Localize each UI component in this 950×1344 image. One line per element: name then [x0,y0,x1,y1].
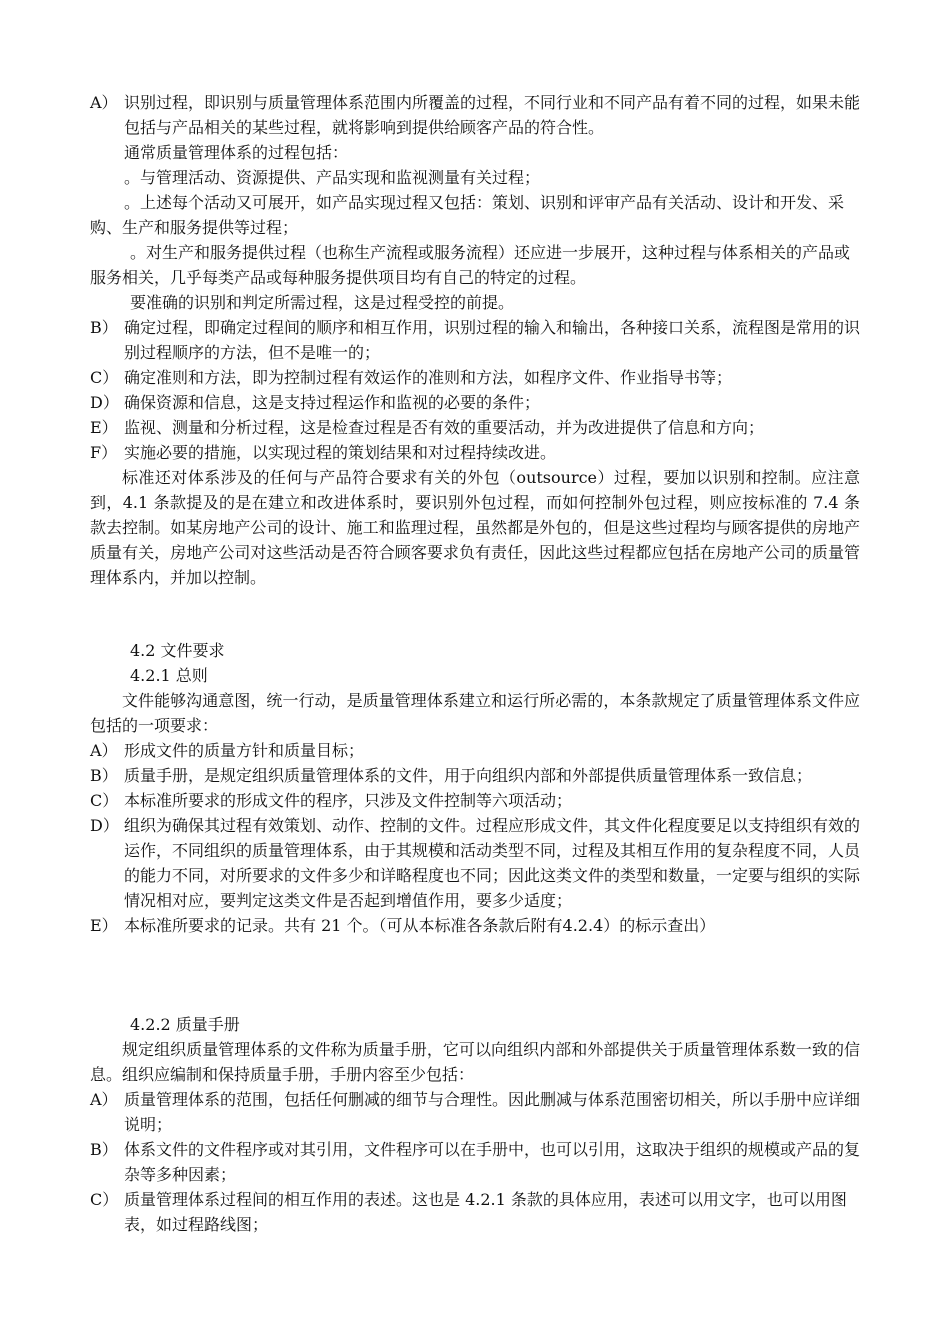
list-marker: C） [90,368,119,387]
list-text: 确保资源和信息，这是支持过程运作和监视的必要的条件； [124,393,541,412]
list-marker: C） [90,791,119,810]
list-text: 本标准所要求的形成文件的程序，只涉及文件控制等六项活动； [124,791,573,810]
list-marker: E） [90,916,118,935]
list-item-c [90,365,860,390]
process-bullet-1: 。与管理活动、资源提供、产品实现和监视测量有关过程； [124,168,541,187]
list-item-a [90,90,860,140]
section-intro: 文件能够沟通意图，统一行动，是质量管理体系建立和运行所必需的，本条款规定了质量管理体系文件应包括的一项要求： [90,691,860,735]
list-marker: B） [90,766,118,785]
list-marker: F） [90,443,118,462]
list-marker: A） [90,93,118,112]
section-heading: 4.2 文件要求 [130,641,225,660]
list-item-b [90,315,860,365]
list-text: 质量手册，是规定组织质量管理体系的文件，用于向组织内部和外部提供质量管理体系一致信息； [124,766,813,785]
list-text: 确定准则和方法，即为控制过程有效运作的准则和方法，如程序文件、作业指导书等； [124,368,733,387]
list-text: 确定过程，即确定过程间的顺序和相互作用，识别过程的输入和输出，各种接口关系，流程图是常用的识别过程顺序的方法，但不是唯一的； [124,318,861,362]
list-item-f [90,440,860,465]
outsource-paragraph: 标准还对体系涉及的任何与产品符合要求有关的外包（outsource）过程，要加以识别和控制。应注意到，4.1 条款提及的是在建立和改进体系时，要识别外包过程，而如何控制外包过程，则应按标准的 7.4 条款去控制。如某房地产公司的设计、施工和监理过程，虽然都是外包的，但是这些过程均与顾客提供的房地产质量有关，房地产公司对这些活动是否符合顾客要求负有责任，因此这些过程都应包括在房地产公司的质量管理体系内，并加以控制。 [90,468,860,587]
list-text: 本标准所要求的记录。共有 21 个。（可从本标准各条款后附有4.2.4）的标示查出） [124,916,716,935]
list-item-c [90,788,860,813]
list-item-d [90,813,860,913]
process-bullet-3: 。对生产和服务提供过程（也称生产流程或服务流程）还应进一步展开，这种过程与体系相关的产品或服务相关，几乎每类产品或每种服务提供项目均有自己的特定的过程。 [90,243,851,287]
list-item-b [90,1137,860,1187]
list-text: 质量管理体系过程间的相互作用的表述。这也是 4.2.1 条款的具体应用，表述可以用文字，也可以用图表，如过程路线图； [124,1190,847,1234]
list-marker: D） [90,393,119,412]
list-marker: A） [90,1090,118,1109]
subsection-heading: 4.2.2 质量手册 [130,1015,240,1034]
list-text: 识别过程，即识别与质量管理体系范围内所覆盖的过程，不同行业和不同产品有着不同的过程，如果未能包括与产品相关的某些过程，就将影响到提供给顾客产品的符合性。 [124,93,861,137]
list-text: 监视、测量和分析过程，这是检查过程是否有效的重要活动，并为改进提供了信息和方向； [124,418,765,437]
list-item-a [90,1087,860,1137]
process-note: 要准确的识别和判定所需过程，这是过程受控的前提。 [130,293,515,312]
list-marker: A） [90,741,118,760]
list-text: 形成文件的质量方针和质量目标； [124,741,365,760]
process-intro: 通常质量管理体系的过程包括： [124,143,349,162]
list-marker: B） [90,318,118,337]
section-4-1-list [90,90,860,590]
list-marker: C） [90,1190,119,1209]
section-intro: 规定组织质量管理体系的文件称为质量手册，它可以向组织内部和外部提供关于质量管理体系数一致的信息。组织应编制和保持质量手册，手册内容至少包括： [90,1040,860,1084]
list-marker: D） [90,816,119,835]
process-bullet-2: 。上述每个活动又可展开，如产品实现过程又包括：策划、识别和评审产品有关活动、设计和开发、采购、生产和服务提供等过程； [90,193,845,237]
list-item-d [90,390,860,415]
list-item-e [90,415,860,440]
section-4-2 [90,638,860,938]
list-text: 质量管理体系的范围，包括任何删减的细节与合理性。因此删减与体系范围密切相关，所以手册中应详细说明； [124,1090,861,1134]
list-item-b [90,763,860,788]
list-marker: E） [90,418,118,437]
list-text: 实施必要的措施，以实现过程的策划结果和对过程持续改进。 [124,443,557,462]
subsection-heading: 4.2.1 总则 [130,666,208,685]
list-text: 组织为确保其过程有效策划、动作、控制的文件。过程应形成文件，其文件化程度要足以支持组织有效的运作，不同组织的质量管理体系，由于其规模和活动类型不同，过程及其相互作用的复杂程度不同，人员的能力不同，对所要求的文件多少和详略程度也不同；因此这类文件的类型和数量，一定要与组织的实际情况相对应，要判定这类文件是否起到增值作用，要多少适度； [124,816,861,910]
list-item-a [90,738,860,763]
section-4-2-2 [90,1012,860,1237]
list-item-e [90,913,860,938]
list-text: 体系文件的文件程序或对其引用，文件程序可以在手册中，也可以引用，这取决于组织的规模或产品的复杂等多种因素； [124,1140,861,1184]
list-item-c [90,1187,860,1237]
list-marker: B） [90,1140,118,1159]
